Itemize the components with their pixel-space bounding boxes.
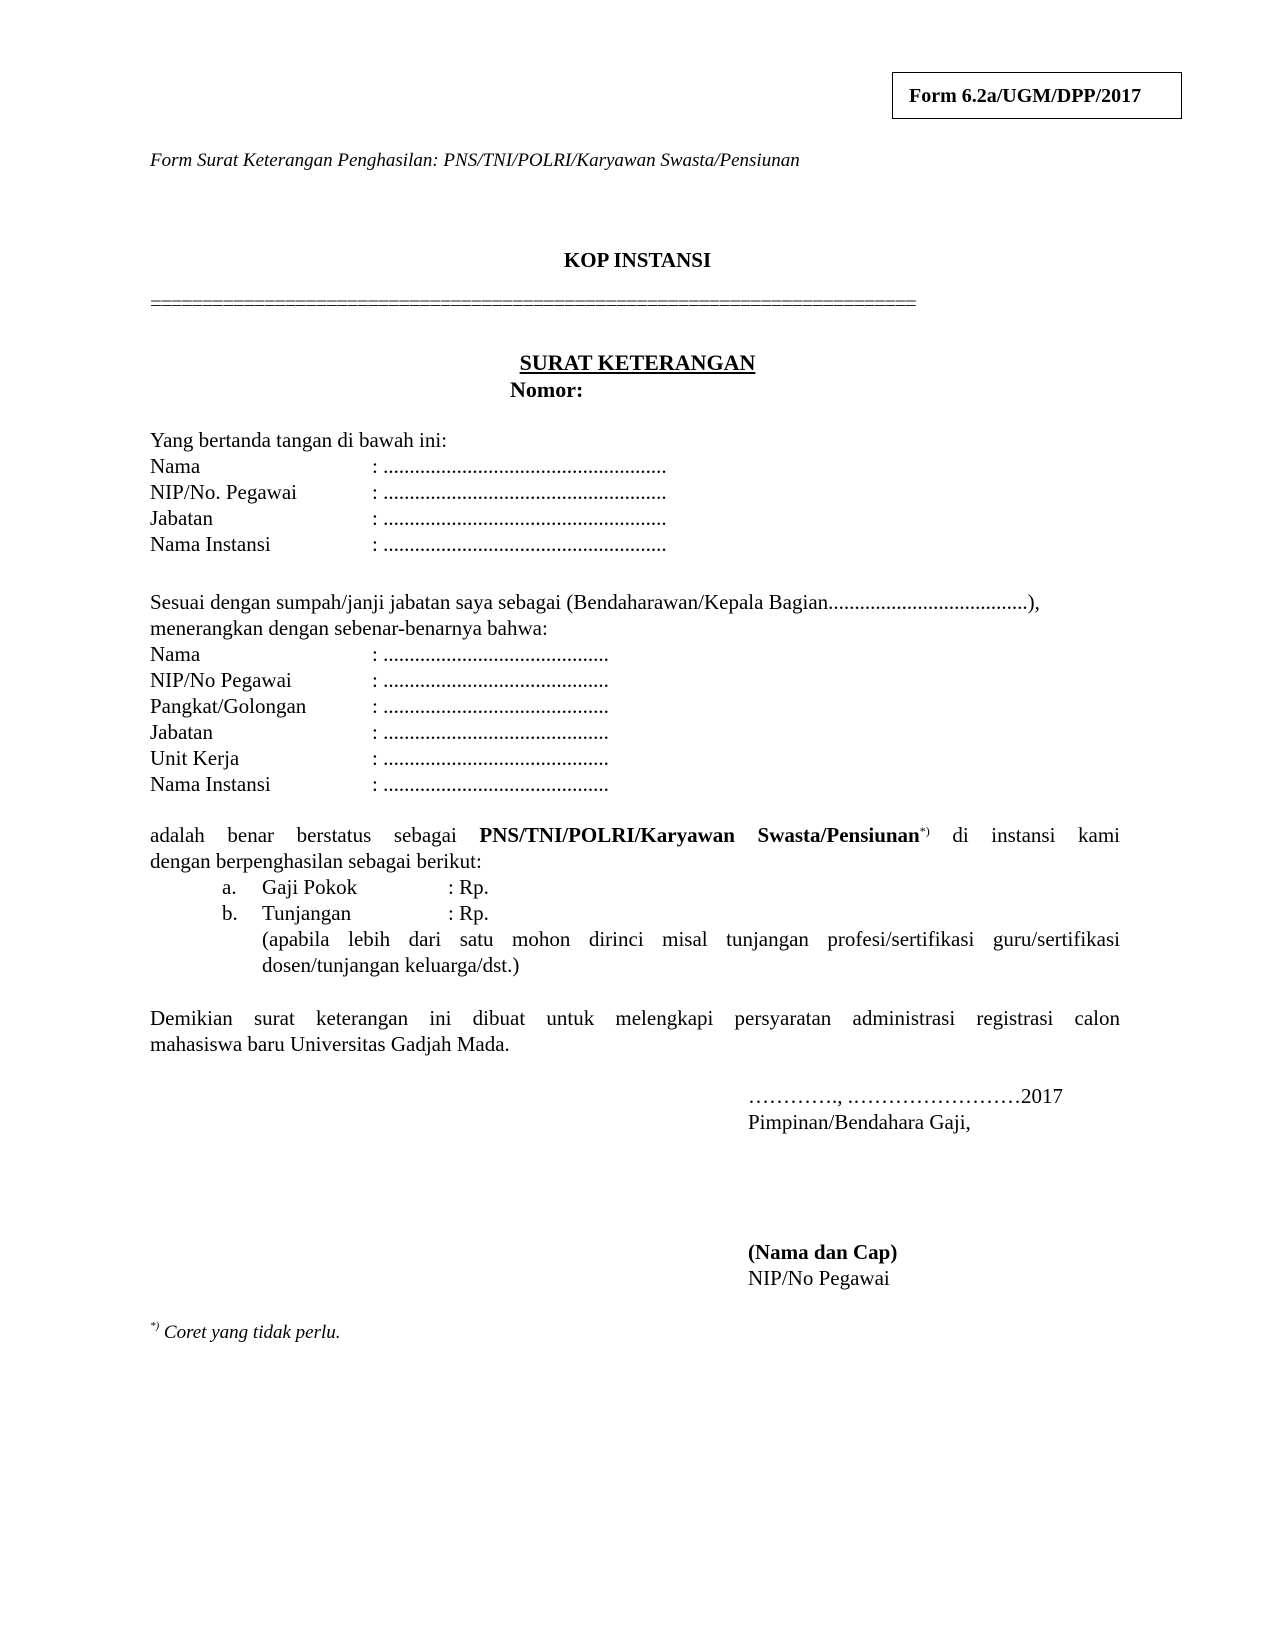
status-prefix: adalah benar berstatus sebagai [150, 823, 457, 847]
closing-line-1: Demikian surat keterangan ini dibuat untuk melengkapi persyaratan administrasi registrasi calon [150, 1006, 1120, 1030]
letterhead-placeholder: KOP INSTANSI [563, 248, 712, 272]
item-letter: a. [222, 875, 237, 899]
income-note [262, 926, 1120, 978]
field-value: : ...................................................... [372, 506, 667, 530]
field-value: : ...................................................... [372, 480, 667, 504]
income-note-line-1: (apabila lebih dari satu mohon dirinci misal tunjangan profesi/sertifikasi guru/sertifikasi [262, 927, 1120, 951]
signer-nip: NIP/No Pegawai [748, 1266, 890, 1290]
oath-line-1: Sesuai dengan sumpah/janji jabatan saya sebagai (Bendaharawan/Kepala Bagian......................................), [150, 590, 1040, 614]
document-number-label: Nomor: [510, 377, 584, 402]
form-code: Form 6.2a/UGM/DPP/2017 [909, 85, 1142, 107]
field-label: Nama [150, 642, 201, 666]
signer-field-row [0, 505, 1275, 531]
field-value: : ........................................... [372, 668, 609, 692]
status-footnote-mark: *) [919, 824, 930, 838]
employee-field-row [0, 745, 1275, 771]
intro-text: Yang bertanda tangan di bawah ini: [150, 428, 448, 452]
field-value: : ........................................... [372, 642, 609, 666]
item-value: : Rp. [448, 901, 489, 925]
item-letter: b. [222, 901, 238, 925]
form-code-box [892, 72, 1182, 119]
form-subtitle: Form Surat Keterangan Penghasilan: PNS/TNI/POLRI/Karyawan Swasta/Pensiunan [150, 150, 800, 171]
separator-rule: ========================================================================== [150, 291, 916, 313]
income-item [222, 900, 1122, 926]
signer-field-row [0, 531, 1275, 557]
field-label: Nama Instansi [150, 772, 271, 796]
signer-field-row [0, 479, 1275, 505]
signer-name: (Nama dan Cap) [748, 1240, 898, 1264]
status-suffix: di instansi kami [952, 823, 1121, 847]
status-line-1 [150, 822, 1120, 848]
employee-field-row [0, 771, 1275, 797]
field-label: Unit Kerja [150, 746, 240, 770]
status-paragraph [150, 822, 1120, 874]
footnote [150, 1322, 341, 1344]
employee-field-row [0, 719, 1275, 745]
field-value: : ........................................... [372, 746, 609, 770]
field-label: Nama [150, 454, 201, 478]
closing-line-2: mahasiswa baru Universitas Gadjah Mada. [150, 1032, 510, 1056]
employee-field-row [0, 667, 1275, 693]
field-label: Pangkat/Golongan [150, 694, 307, 718]
item-label: Gaji Pokok [262, 875, 358, 899]
document-title: SURAT KETERANGAN [519, 350, 756, 375]
status-options: PNS/TNI/POLRI/Karyawan Swasta/Pensiunan [479, 823, 920, 847]
item-label: Tunjangan [262, 901, 352, 925]
income-item [222, 874, 1122, 900]
signer-role: Pimpinan/Bendahara Gaji, [748, 1110, 971, 1134]
closing-paragraph [150, 1005, 1120, 1057]
field-label: Nama Instansi [150, 532, 271, 556]
income-list [222, 874, 1122, 926]
signer-field-row [0, 453, 1275, 479]
field-value: : ...................................................... [372, 454, 667, 478]
status-line-2: dengan berpenghasilan sebagai berikut: [150, 849, 482, 873]
field-value: : ........................................... [372, 720, 609, 744]
field-value: : ...................................................... [372, 532, 667, 556]
income-note-line-2: dosen/tunjangan keluarga/dst.) [262, 953, 520, 977]
item-value: : Rp. [448, 875, 489, 899]
field-label: Jabatan [150, 506, 213, 530]
field-label: Jabatan [150, 720, 213, 744]
employee-fields [0, 641, 1275, 801]
field-value: : ........................................... [372, 772, 609, 796]
field-label: NIP/No. Pegawai [150, 480, 297, 504]
signer-fields [0, 453, 1275, 563]
oath-line-2: menerangkan dengan sebenar-benarnya bahwa: [150, 616, 548, 640]
date-line: …………., .……………………2017 [748, 1084, 1063, 1108]
employee-field-row [0, 641, 1275, 667]
field-value: : ........................................... [372, 694, 609, 718]
employee-field-row [0, 693, 1275, 719]
footnote-mark: *) [150, 1320, 160, 1332]
field-label: NIP/No Pegawai [150, 668, 292, 692]
footnote-text: Coret yang tidak perlu. [163, 1322, 341, 1343]
